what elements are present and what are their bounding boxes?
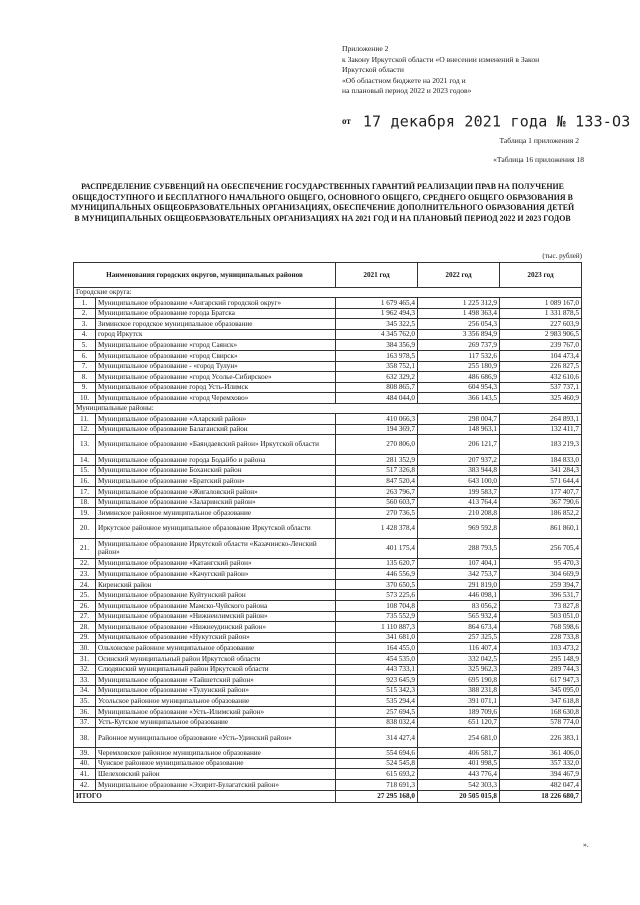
row-number: 10.: [74, 393, 96, 404]
value-2023: 184 833,0: [500, 455, 582, 466]
value-2021: 517 326,8: [336, 465, 418, 476]
table-row: [74, 664, 582, 675]
table-row: [74, 717, 582, 728]
value-2022: 117 532,6: [418, 350, 500, 361]
units-label: (тыс. рублей): [542, 252, 582, 260]
value-2022: 256 054,3: [418, 319, 500, 330]
value-2023: 168 630,8: [500, 707, 582, 718]
row-number: 32.: [74, 664, 96, 675]
value-2021: 341 681,0: [336, 632, 418, 643]
row-number: 22.: [74, 558, 96, 569]
section-row: [74, 403, 582, 413]
value-2022: 366 143,5: [418, 393, 500, 404]
value-2022: 443 776,4: [418, 769, 500, 780]
row-number: 29.: [74, 632, 96, 643]
value-2023: 104 473,4: [500, 350, 582, 361]
row-number: 34.: [74, 685, 96, 696]
value-2021: 535 294,4: [336, 696, 418, 707]
row-number: 35.: [74, 696, 96, 707]
value-2023: 617 947,3: [500, 675, 582, 686]
table-row: [74, 329, 582, 340]
row-name: Муниципальное образование города Братска: [96, 308, 336, 319]
table-row: [74, 643, 582, 654]
row-name: Муниципальное образование Мамско-Чуйского района: [96, 601, 336, 612]
row-name: Муниципальное образование «город Саянск»: [96, 340, 336, 351]
row-number: 23.: [74, 569, 96, 580]
row-number: 20.: [74, 518, 96, 538]
table-row: [74, 590, 582, 601]
table-row: [74, 424, 582, 435]
value-2021: 1 110 887,3: [336, 622, 418, 633]
value-2022: 199 583,7: [418, 486, 500, 497]
row-name: Киренский район: [96, 579, 336, 590]
value-2023: 103 473,2: [500, 643, 582, 654]
row-number: 17.: [74, 486, 96, 497]
value-2022: 969 592,8: [418, 518, 500, 538]
value-2023: 347 618,8: [500, 696, 582, 707]
table-row: [74, 685, 582, 696]
table-row: [74, 769, 582, 780]
row-number: 13.: [74, 435, 96, 455]
value-2023: 503 051,0: [500, 611, 582, 622]
value-2021: 108 704,8: [336, 601, 418, 612]
row-name: Муниципальное образование «Жигаловский район»: [96, 486, 336, 497]
value-2021: 446 556,9: [336, 569, 418, 580]
header-2023: 2023 год: [500, 263, 582, 288]
subsidy-table: [73, 262, 582, 803]
value-2021: 554 694,6: [336, 748, 418, 759]
row-number: 31.: [74, 654, 96, 665]
value-2021: 573 225,6: [336, 590, 418, 601]
value-2021: 484 044,0: [336, 393, 418, 404]
row-number: 8.: [74, 372, 96, 383]
value-2021: 847 520,4: [336, 476, 418, 487]
row-number: 30.: [74, 643, 96, 654]
value-2021: 384 356,9: [336, 340, 418, 351]
value-2023: 227 603,9: [500, 319, 582, 330]
value-2022: 565 932,4: [418, 611, 500, 622]
value-2022: 604 954,3: [418, 382, 500, 393]
value-2022: 291 819,0: [418, 579, 500, 590]
row-number: 36.: [74, 707, 96, 718]
row-name: Иркутское районное муниципальное образование Иркутской области: [96, 518, 336, 538]
value-2022: 207 937,2: [418, 455, 500, 466]
table-row: [74, 508, 582, 519]
row-number: 5.: [74, 340, 96, 351]
total-2023: 18 226 680,7: [500, 790, 582, 802]
table-row: [74, 579, 582, 590]
row-name: Муниципальное образование Балаганский район: [96, 424, 336, 435]
value-2021: 718 691,3: [336, 779, 418, 790]
value-2023: 289 744,3: [500, 664, 582, 675]
value-2023: 95 470,3: [500, 558, 582, 569]
value-2021: 1 428 378,4: [336, 518, 418, 538]
value-2023: 325 460,9: [500, 393, 582, 404]
table-row: [74, 696, 582, 707]
table-row: [74, 497, 582, 508]
value-2023: 2 983 906,5: [500, 329, 582, 340]
row-name: Муниципальное образование - «город Тулун»: [96, 361, 336, 372]
table-row: [74, 372, 582, 383]
value-2021: 615 693,2: [336, 769, 418, 780]
table-row: [74, 319, 582, 330]
value-2021: 314 427,4: [336, 728, 418, 748]
row-number: 7.: [74, 361, 96, 372]
value-2022: 342 753,7: [418, 569, 500, 580]
table-row: [74, 413, 582, 424]
row-name: Муниципальное образование «Аларский район»: [96, 413, 336, 424]
row-name: Муниципальное образование «Усть-Илимский район»: [96, 707, 336, 718]
row-name: Осинский муниципальный район Иркутской области: [96, 654, 336, 665]
value-2023: 367 790,6: [500, 497, 582, 508]
value-2022: 651 120,7: [418, 717, 500, 728]
header-2022: 2022 год: [418, 263, 500, 288]
row-number: 14.: [74, 455, 96, 466]
value-2022: 148 963,1: [418, 424, 500, 435]
value-2021: 1 679 465,4: [336, 298, 418, 309]
value-2023: 132 411,7: [500, 424, 582, 435]
value-2021: 358 752,1: [336, 361, 418, 372]
value-2023: 396 531,7: [500, 590, 582, 601]
value-2021: 4 345 762,0: [336, 329, 418, 340]
value-2022: 391 071,1: [418, 696, 500, 707]
table-row: [74, 538, 582, 558]
row-name: Усть-Кутское муниципальное образование: [96, 717, 336, 728]
value-2023: 341 284,3: [500, 465, 582, 476]
table-row: [74, 476, 582, 487]
value-2021: 454 535,0: [336, 654, 418, 665]
value-2021: 135 620,7: [336, 558, 418, 569]
value-2022: 406 581,7: [418, 748, 500, 759]
total-label: ИТОГО: [74, 790, 336, 802]
table-row: [74, 707, 582, 718]
value-2022: 107 404,1: [418, 558, 500, 569]
header-name: Наименования городских округов, муниципальных районов: [74, 263, 336, 288]
table-header-row: [74, 263, 582, 288]
table-row: [74, 675, 582, 686]
value-2023: 432 610,6: [500, 372, 582, 383]
value-2022: 255 180,9: [418, 361, 500, 372]
value-2022: 288 793,5: [418, 538, 500, 558]
value-2021: 263 796,7: [336, 486, 418, 497]
value-2021: 632 329,2: [336, 372, 418, 383]
table-row: [74, 632, 582, 643]
value-2023: 537 737,1: [500, 382, 582, 393]
row-name: Черемховское районное муниципальное образование: [96, 748, 336, 759]
row-number: 12.: [74, 424, 96, 435]
row-number: 19.: [74, 508, 96, 519]
value-2023: 357 332,0: [500, 758, 582, 769]
value-2022: 413 764,4: [418, 497, 500, 508]
value-2022: 332 042,5: [418, 654, 500, 665]
closing-quote: ».: [583, 840, 589, 849]
value-2023: 482 047,4: [500, 779, 582, 790]
table-row: [74, 465, 582, 476]
value-2023: 226 827,5: [500, 361, 582, 372]
value-2023: 861 860,1: [500, 518, 582, 538]
value-2021: 838 032,4: [336, 717, 418, 728]
table-row: [74, 435, 582, 455]
row-number: 6.: [74, 350, 96, 361]
row-name: Муниципальное образование «город Усолье-Сибирское»: [96, 372, 336, 383]
value-2021: 345 322,5: [336, 319, 418, 330]
table-row: [74, 486, 582, 497]
value-2021: 194 369,7: [336, 424, 418, 435]
row-number: 18.: [74, 497, 96, 508]
value-2021: 410 066,3: [336, 413, 418, 424]
row-name: Шелеховский район: [96, 769, 336, 780]
value-2023: 256 705,4: [500, 538, 582, 558]
row-name: Муниципальное образование «Заларинский район»: [96, 497, 336, 508]
value-2022: 116 407,4: [418, 643, 500, 654]
table-row: [74, 393, 582, 404]
value-2021: 257 694,5: [336, 707, 418, 718]
table-row: [74, 455, 582, 466]
row-name: Муниципальное образование Боханский район: [96, 465, 336, 476]
table-row: [74, 758, 582, 769]
value-2022: 189 709,6: [418, 707, 500, 718]
value-2023: 228 733,8: [500, 632, 582, 643]
row-number: 28.: [74, 622, 96, 633]
value-2023: 571 644,4: [500, 476, 582, 487]
value-2022: 3 356 894,9: [418, 329, 500, 340]
value-2023: 259 394,7: [500, 579, 582, 590]
value-2022: 383 944,8: [418, 465, 500, 476]
appendix-line: «Об областном бюджете на 2021 год и: [342, 75, 466, 85]
value-2022: 864 673,4: [418, 622, 500, 633]
total-2021: 27 295 168,0: [336, 790, 418, 802]
table-row: [74, 558, 582, 569]
value-2023: 1 089 167,0: [500, 298, 582, 309]
value-2021: 163 978,5: [336, 350, 418, 361]
table-row: [74, 350, 582, 361]
appendix-line: на плановый период 2022 и 2023 годов»: [342, 86, 472, 96]
value-2023: 177 407,7: [500, 486, 582, 497]
row-name: Районное муниципальное образование «Усть-Удинский район»: [96, 728, 336, 748]
section-label: Муниципальные районы:: [74, 403, 582, 413]
value-2023: 578 774,0: [500, 717, 582, 728]
value-2022: 254 681,0: [418, 728, 500, 748]
value-2022: 695 190,8: [418, 675, 500, 686]
appendix-header: [342, 44, 592, 97]
date-prefix: от: [342, 116, 351, 127]
row-name: Муниципальное образование «Эхирит-Булагатский район»: [96, 779, 336, 790]
row-name: Муниципальное образование «город Черемхово»: [96, 393, 336, 404]
row-number: 26.: [74, 601, 96, 612]
row-number: 3.: [74, 319, 96, 330]
value-2022: 257 325,5: [418, 632, 500, 643]
value-2021: 270 806,0: [336, 435, 418, 455]
table-row: [74, 298, 582, 309]
row-name: Муниципальное образование город Усть-Илимск: [96, 382, 336, 393]
law-date-line: [342, 112, 631, 130]
value-2022: 401 998,5: [418, 758, 500, 769]
table-row: [74, 654, 582, 665]
row-number: 4.: [74, 329, 96, 340]
header-2021: 2021 год: [336, 263, 418, 288]
row-number: 1.: [74, 298, 96, 309]
table-row: [74, 361, 582, 372]
row-name: Усольское районное муниципальное образование: [96, 696, 336, 707]
value-2021: 923 645,9: [336, 675, 418, 686]
row-name: Муниципальное образование города Бодайбо и района: [96, 455, 336, 466]
value-2021: 281 352,9: [336, 455, 418, 466]
section-label: Городские округа:: [74, 288, 582, 298]
row-name: город Иркутск: [96, 329, 336, 340]
table-row: [74, 569, 582, 580]
row-name: Муниципальное образование «Качугский район»: [96, 569, 336, 580]
row-name: Муниципальное образование «Тулунский район»: [96, 685, 336, 696]
row-name: Муниципальное образование «Нижнеудинский район»: [96, 622, 336, 633]
value-2023: 768 598,6: [500, 622, 582, 633]
value-2022: 446 098,1: [418, 590, 500, 601]
value-2023: 1 331 878,5: [500, 308, 582, 319]
value-2021: 808 865,7: [336, 382, 418, 393]
value-2021: 515 342,3: [336, 685, 418, 696]
value-2021: 560 603,7: [336, 497, 418, 508]
row-name: Муниципальное образование «Братский район»: [96, 476, 336, 487]
value-2023: 264 893,1: [500, 413, 582, 424]
value-2021: 270 736,5: [336, 508, 418, 519]
value-2021: 524 545,8: [336, 758, 418, 769]
row-name: Муниципальное образование «Катангский район»: [96, 558, 336, 569]
value-2023: 183 219,3: [500, 435, 582, 455]
row-name: Муниципальное образование «Нижнеилимский район»: [96, 611, 336, 622]
row-name: Муниципальное образование «Тайшетский район»: [96, 675, 336, 686]
table-row: [74, 601, 582, 612]
value-2023: 361 406,0: [500, 748, 582, 759]
value-2023: 345 095,0: [500, 685, 582, 696]
appendix-line: к Закону Иркутской области «О внесении изменений в Закон: [342, 54, 540, 64]
table-row: [74, 728, 582, 748]
section-row: [74, 288, 582, 298]
row-number: 25.: [74, 590, 96, 601]
row-name: Зиминское городское муниципальное образование: [96, 319, 336, 330]
value-2022: 643 100,0: [418, 476, 500, 487]
row-name: Зиминское районное муниципальное образование: [96, 508, 336, 519]
value-2021: 164 455,0: [336, 643, 418, 654]
value-2022: 206 121,7: [418, 435, 500, 455]
table-body: [74, 288, 582, 791]
table-row: [74, 622, 582, 633]
table-reference: Таблица 1 приложения 2: [499, 136, 579, 145]
row-number: 21.: [74, 538, 96, 558]
value-2022: 298 004,7: [418, 413, 500, 424]
value-2022: 388 231,8: [418, 685, 500, 696]
row-number: 42.: [74, 779, 96, 790]
value-2023: 295 148,9: [500, 654, 582, 665]
date-number-stamp: 17 декабря 2021 года № 133-ОЗ: [362, 112, 631, 131]
row-number: 41.: [74, 769, 96, 780]
row-name: Муниципальное образование «город Свирск»: [96, 350, 336, 361]
row-name: Муниципальное образование «Ангарский городской округ»: [96, 298, 336, 309]
value-2022: 325 962,3: [418, 664, 500, 675]
value-2021: 401 175,4: [336, 538, 418, 558]
row-number: 27.: [74, 611, 96, 622]
total-row: [74, 790, 582, 802]
value-2023: 394 467,9: [500, 769, 582, 780]
value-2021: 1 962 494,3: [336, 308, 418, 319]
row-name: Муниципальное образование «Баяндаевский район» Иркутской области: [96, 435, 336, 455]
table-row: [74, 308, 582, 319]
document-title: РАСПРЕДЕЛЕНИЕ СУБВЕНЦИЙ НА ОБЕСПЕЧЕНИЕ ГОСУДАРСТВЕННЫХ ГАРАНТИЙ РЕАЛИЗАЦИИ ПРАВ НА ПОЛУЧЕНИЕ ОБЩЕДОСТУПНОГО И БЕСПЛАТНОГО НАЧАЛЬНОГО ОБЩЕГО, ОСНОВНОГО ОБЩЕГО, СРЕДНЕГО ОБЩЕГО ОБРАЗОВАНИЯ В МУНИЦИПАЛЬНЫХ ОБЩЕОБРАЗОВАТЕЛЬНЫХ ОРГАНИЗАЦИЯХ, ОБЕСПЕЧЕНИЕ ДОПОЛНИТЕЛЬНОГО ОБРАЗОВАНИЯ ДЕТЕЙ В МУНИЦИПАЛЬНЫХ ОБЩЕОБРАЗОВАТЕЛЬНЫХ ОРГАНИЗАЦИЯХ НА 2021 ГОД И НА ПЛАНОВЫЙ ПЕРИОД 2022 И 2023 ГОДОВ: [70, 182, 575, 223]
value-2022: 210 208,8: [418, 508, 500, 519]
row-number: 39.: [74, 748, 96, 759]
table-row: [74, 748, 582, 759]
value-2023: 73 827,8: [500, 601, 582, 612]
row-name: Ольхонское районное муниципальное образование: [96, 643, 336, 654]
row-number: 37.: [74, 717, 96, 728]
row-number: 11.: [74, 413, 96, 424]
table-row: [74, 340, 582, 351]
row-number: 16.: [74, 476, 96, 487]
value-2023: 186 852,2: [500, 508, 582, 519]
row-number: 15.: [74, 465, 96, 476]
value-2022: 542 303,3: [418, 779, 500, 790]
value-2022: 486 686,9: [418, 372, 500, 383]
value-2021: 735 552,9: [336, 611, 418, 622]
appendix-line: Иркутской области: [342, 65, 404, 75]
row-name: Муниципальное образование «Нукутский район»: [96, 632, 336, 643]
table-row: [74, 611, 582, 622]
row-number: 9.: [74, 382, 96, 393]
row-number: 40.: [74, 758, 96, 769]
row-number: 33.: [74, 675, 96, 686]
table-row: [74, 518, 582, 538]
table-row: [74, 779, 582, 790]
value-2023: 304 669,9: [500, 569, 582, 580]
row-name: Муниципальное образование Иркутской области «Казачинско-Ленский район»: [96, 538, 336, 558]
table-row: [74, 382, 582, 393]
value-2022: 83 056,2: [418, 601, 500, 612]
row-number: 24.: [74, 579, 96, 590]
value-2021: 370 650,5: [336, 579, 418, 590]
row-number: 38.: [74, 728, 96, 748]
value-2023: 239 767,0: [500, 340, 582, 351]
value-2022: 1 225 312,9: [418, 298, 500, 309]
value-2023: 226 383,1: [500, 728, 582, 748]
value-2022: 269 737,9: [418, 340, 500, 351]
row-name: Слюдянский муниципальный район Иркутской области: [96, 664, 336, 675]
value-2022: 1 498 363,4: [418, 308, 500, 319]
row-number: 2.: [74, 308, 96, 319]
row-name: Муниципальное образование Куйтунский район: [96, 590, 336, 601]
table-reference-secondary: «Таблица 16 приложения 18: [493, 155, 584, 164]
total-2022: 20 505 015,8: [418, 790, 500, 802]
row-name: Чунское районное муниципальное образование: [96, 758, 336, 769]
appendix-line: Приложение 2: [342, 44, 389, 53]
value-2021: 443 733,1: [336, 664, 418, 675]
